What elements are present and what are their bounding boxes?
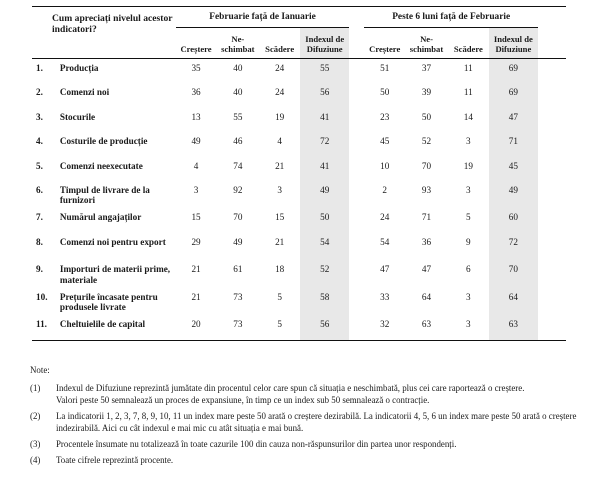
cell-value: 55 bbox=[233, 111, 243, 122]
cell-value: 50 bbox=[421, 111, 432, 122]
cell-value: 71 bbox=[489, 132, 538, 156]
cell-value: 6 bbox=[466, 264, 471, 275]
row-number: 11. bbox=[36, 319, 47, 330]
notes-section bbox=[30, 364, 580, 470]
row-number: 5. bbox=[36, 160, 43, 171]
table-row bbox=[32, 288, 566, 316]
row-number: 9. bbox=[36, 264, 43, 275]
subheader-index-difuziune: Indexul de Difuziune bbox=[300, 28, 349, 59]
cell-value: 32 bbox=[380, 319, 390, 330]
cell-value: 63 bbox=[489, 315, 538, 340]
cell-value: 3 bbox=[466, 319, 471, 330]
cell-value: 21 bbox=[191, 291, 201, 302]
cell-value: 72 bbox=[489, 233, 538, 261]
cell-value: 40 bbox=[233, 87, 243, 98]
cell-value: 41 bbox=[300, 108, 349, 132]
cell-value: 55 bbox=[300, 59, 349, 84]
row-label: Cheltuielile de capital bbox=[59, 319, 146, 330]
cell-value: 4 bbox=[277, 136, 282, 147]
cell-value: 40 bbox=[233, 63, 243, 73]
row-number: 2. bbox=[36, 87, 43, 98]
cell-value: 14 bbox=[463, 111, 473, 122]
subheader-neschimbat: Ne-schimbat bbox=[221, 34, 255, 54]
cell-value: 56 bbox=[300, 83, 349, 107]
cell-value: 61 bbox=[233, 264, 243, 275]
cell-value: 23 bbox=[380, 111, 390, 122]
notes-heading: Note: bbox=[30, 365, 50, 375]
table-row bbox=[32, 208, 566, 232]
row-label: Numărul angajaților bbox=[59, 212, 142, 223]
cell-value: 36 bbox=[421, 236, 432, 247]
cell-value: 29 bbox=[191, 236, 201, 247]
cell-value: 70 bbox=[421, 160, 432, 171]
cell-value: 20 bbox=[191, 319, 201, 330]
cell-value: 3 bbox=[466, 136, 471, 147]
cell-value: 9 bbox=[466, 236, 471, 247]
cell-value: 24 bbox=[380, 212, 390, 223]
subheader-neschimbat: Ne-schimbat bbox=[409, 34, 444, 54]
cell-value: 3 bbox=[466, 184, 471, 195]
cell-value: 37 bbox=[421, 63, 432, 73]
cell-value: 49 bbox=[300, 181, 349, 209]
cell-value: 74 bbox=[233, 160, 243, 171]
cell-value: 49 bbox=[191, 136, 201, 147]
note-marker: (2) bbox=[30, 411, 41, 421]
cell-value: 33 bbox=[380, 291, 390, 302]
cell-value: 36 bbox=[191, 87, 201, 98]
cell-value: 21 bbox=[275, 160, 285, 171]
cell-value: 11 bbox=[463, 87, 473, 98]
cell-value: 39 bbox=[421, 87, 432, 98]
cell-value: 18 bbox=[275, 264, 285, 275]
row-number: 10. bbox=[36, 291, 48, 302]
cell-value: 60 bbox=[489, 208, 538, 232]
row-label: Comenzi noi bbox=[59, 87, 110, 98]
cell-value: 19 bbox=[275, 111, 285, 122]
row-number: 1. bbox=[36, 63, 43, 73]
cell-value: 73 bbox=[233, 291, 243, 302]
cell-value: 47 bbox=[489, 108, 538, 132]
cell-value: 3 bbox=[466, 291, 471, 302]
cell-value: 35 bbox=[191, 63, 201, 73]
cell-value: 71 bbox=[421, 212, 432, 223]
subheader-crestere: Creștere bbox=[180, 43, 212, 54]
cell-value: 63 bbox=[421, 319, 432, 330]
row-number: 8. bbox=[36, 236, 43, 247]
cell-value: 50 bbox=[380, 87, 390, 98]
table-row bbox=[32, 59, 566, 84]
note-text: Toate cifrele reprezintă procente. bbox=[56, 455, 174, 465]
cell-value: 49 bbox=[233, 236, 243, 247]
cell-value: 13 bbox=[191, 111, 201, 122]
cell-value: 2 bbox=[382, 184, 387, 195]
note-text: La indicatorii 1, 2, 3, 7, 8, 9, 10, 11 un index mare peste 50 arată o creștere dezirabilă. La indicatorii 4, 5, 6 un index mare peste 50 arată o creștere indezirabilă. Aici cu cât indexul e mai mic cu atât situația e mai bună. bbox=[56, 411, 577, 433]
group-header-feb-vs-jan: Februarie față de Ianuarie bbox=[176, 7, 350, 28]
row-label: Timpul de livrare de la furnizori bbox=[59, 184, 150, 206]
note-text: Procentele însumate nu totalizează în toate cazurile 100 din cauza non-răspunsurilor din partea unor respondenți. bbox=[56, 439, 457, 449]
row-label: Producția bbox=[59, 63, 99, 73]
cell-value: 5 bbox=[277, 319, 282, 330]
cell-value: 64 bbox=[421, 291, 432, 302]
table-row bbox=[32, 233, 566, 261]
cell-value: 69 bbox=[489, 59, 538, 84]
cell-value: 58 bbox=[300, 288, 349, 316]
cell-value: 64 bbox=[489, 288, 538, 316]
row-number: 3. bbox=[36, 111, 43, 122]
note-item bbox=[30, 382, 580, 406]
cell-value: 15 bbox=[275, 212, 285, 223]
row-label: Costurile de producție bbox=[59, 136, 148, 147]
cell-value: 70 bbox=[233, 212, 243, 223]
group-header-6-months: Peste 6 luni față de Februarie bbox=[364, 7, 538, 28]
table-row bbox=[32, 157, 566, 181]
row-number: 6. bbox=[36, 184, 43, 195]
row-label: Prețurile încasate pentru produsele livrate bbox=[59, 291, 158, 313]
table-row bbox=[32, 260, 566, 288]
cell-value: 52 bbox=[300, 260, 349, 288]
note-text: Valori peste 50 semnalează un proces de expansiune, în timp ce un index sub 50 semnalează o contracție. bbox=[56, 395, 430, 405]
subheader-scadere: Scădere bbox=[265, 43, 295, 54]
table-row bbox=[32, 108, 566, 132]
cell-value: 50 bbox=[300, 208, 349, 232]
cell-value: 46 bbox=[233, 136, 243, 147]
cell-value: 24 bbox=[275, 87, 285, 98]
table-row bbox=[32, 315, 566, 340]
cell-value: 4 bbox=[193, 160, 199, 171]
cell-value: 49 bbox=[489, 181, 538, 209]
row-number: 4. bbox=[36, 136, 43, 147]
cell-value: 5 bbox=[277, 291, 282, 302]
row-label: Importuri de materii prime, materiale bbox=[59, 264, 171, 285]
cell-value: 41 bbox=[300, 157, 349, 181]
cell-value: 15 bbox=[191, 212, 201, 223]
cell-value: 45 bbox=[380, 136, 390, 147]
cell-value: 92 bbox=[233, 184, 243, 195]
table-row bbox=[32, 181, 566, 209]
cell-value: 93 bbox=[421, 184, 432, 195]
row-label: Stocurile bbox=[59, 111, 96, 122]
subheader-crestere: Creștere bbox=[369, 43, 401, 54]
cell-value: 5 bbox=[466, 212, 471, 223]
indicators-table bbox=[32, 6, 566, 341]
note-text: Indexul de Difuziune reprezintă jumătate din procentul celor care spun că situația e neschimbată, plus cei care raportează o creștere. bbox=[56, 383, 525, 393]
cell-value: 3 bbox=[193, 184, 199, 195]
subheader-scadere: Scădere bbox=[453, 43, 483, 54]
cell-value: 69 bbox=[489, 83, 538, 107]
cell-value: 54 bbox=[300, 233, 349, 261]
cell-value: 21 bbox=[191, 264, 201, 275]
note-item bbox=[30, 438, 580, 450]
cell-value: 51 bbox=[380, 63, 390, 73]
note-marker: (1) bbox=[30, 383, 41, 393]
cell-value: 10 bbox=[380, 160, 390, 171]
cell-value: 3 bbox=[277, 184, 282, 195]
note-marker: (3) bbox=[30, 439, 41, 449]
cell-value: 72 bbox=[300, 132, 349, 156]
row-number: 7. bbox=[36, 212, 43, 223]
note-marker: (4) bbox=[30, 455, 41, 465]
cell-value: 19 bbox=[463, 160, 473, 171]
table-row bbox=[32, 83, 566, 107]
cell-value: 45 bbox=[489, 157, 538, 181]
cell-value: 73 bbox=[233, 319, 243, 330]
cell-value: 52 bbox=[421, 136, 432, 147]
table-row bbox=[32, 132, 566, 156]
cell-value: 54 bbox=[380, 236, 390, 247]
row-label: Comenzi neexecutate bbox=[59, 160, 143, 171]
cell-value: 21 bbox=[275, 236, 285, 247]
cell-value: 24 bbox=[275, 63, 285, 73]
question-header: Cum apreciați nivelul acestor indicatori? bbox=[52, 13, 173, 35]
cell-value: 47 bbox=[380, 264, 390, 275]
cell-value: 47 bbox=[421, 264, 432, 275]
cell-value: 11 bbox=[463, 63, 473, 73]
cell-value: 56 bbox=[300, 315, 349, 340]
note-item bbox=[30, 454, 580, 466]
note-item bbox=[30, 410, 580, 434]
subheader-index-difuziune: Indexul de Difuziune bbox=[489, 28, 538, 59]
row-label: Comenzi noi pentru export bbox=[59, 236, 166, 247]
cell-value: 70 bbox=[489, 260, 538, 288]
